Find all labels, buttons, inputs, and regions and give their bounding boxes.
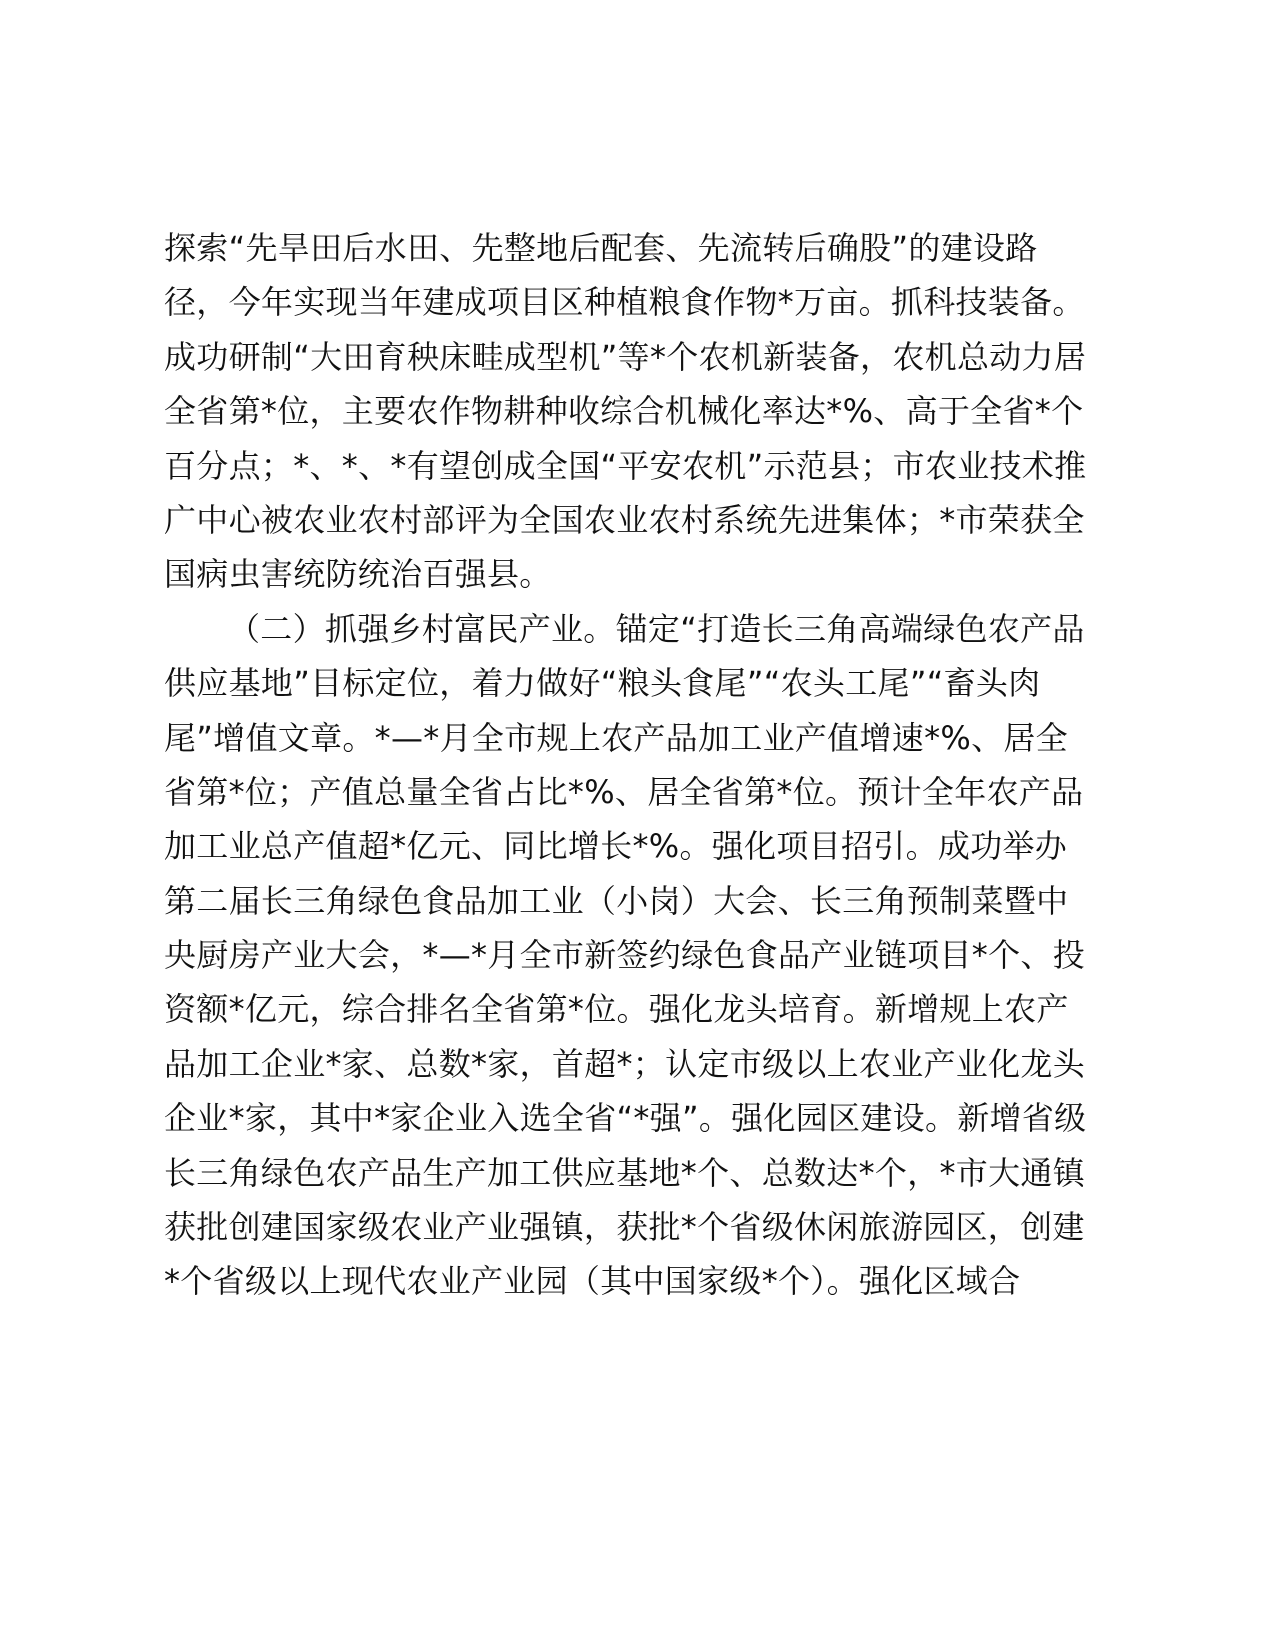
text-line: 央厨房产业大会，*—*月全市新签约绿色食品产业链项目*个、投 bbox=[164, 936, 1086, 975]
text-line: 供应基地”目标定位，着力做好“粮头食尾”“农头工尾”“畜头肉 bbox=[164, 664, 1041, 703]
text-line: 国病虫害统防统治百强县。 bbox=[164, 555, 552, 594]
text-line: *个省级以上现代农业产业园（其中国家级*个）。强化区域合 bbox=[164, 1262, 1021, 1301]
text-line: 探索“先旱田后水田、先整地后配套、先流转后确股”的建设路 bbox=[164, 229, 1038, 267]
text-line: 企业*家，其中*家企业入选全省“*强”。强化园区建设。新增省级 bbox=[164, 1099, 1087, 1138]
text-line: 省第*位；产值总量全省占比*%、居全省第*位。预计全年农产品 bbox=[164, 772, 1084, 811]
text-line: 第二届长三角绿色食品加工业（小岗）大会、长三角预制菜暨中 bbox=[164, 881, 1069, 920]
text-line: 尾”增值文章。*—*月全市规上农产品加工业产值增速*%、居全 bbox=[164, 718, 1068, 757]
text-line: 长三角绿色农产品生产加工供应基地*个、总数达*个，*市大通镇 bbox=[164, 1153, 1086, 1192]
text-line: 品加工企业*家、总数*家，首超*；认定市级以上农业产业化龙头 bbox=[164, 1044, 1086, 1083]
text-line: 径，今年实现当年建成项目区种植粮食作物*万亩。抓科技装备。 bbox=[164, 283, 1085, 322]
body-text bbox=[164, 221, 1124, 1309]
section-heading-line: （二）抓强乡村富民产业。锚定“打造长三角高端绿色农产品 bbox=[228, 609, 1085, 648]
text-line: 获批创建国家级农业产业强镇，获批*个省级休闲旅游园区，创建 bbox=[164, 1208, 1085, 1247]
text-line: 成功研制“大田育秧床畦成型机”等*个农机新装备，农机总动力居 bbox=[164, 337, 1087, 376]
text-line: 全省第*位，主要农作物耕种收综合机械化率达*%、高于全省*个 bbox=[164, 392, 1084, 431]
text-line: 加工业总产值超*亿元、同比增长*%。强化项目招引。成功举办 bbox=[164, 827, 1068, 866]
text-line: 资额*亿元，综合排名全省第*位。强化龙头培育。新增规上农产 bbox=[164, 990, 1069, 1029]
text-line: 广中心被农业农村部评为全国农业农村系统先进集体；*市荣获全 bbox=[164, 500, 1085, 539]
text-line: 百分点；*、*、*有望创成全国“平安农机”示范县；市农业技术推 bbox=[164, 446, 1087, 485]
